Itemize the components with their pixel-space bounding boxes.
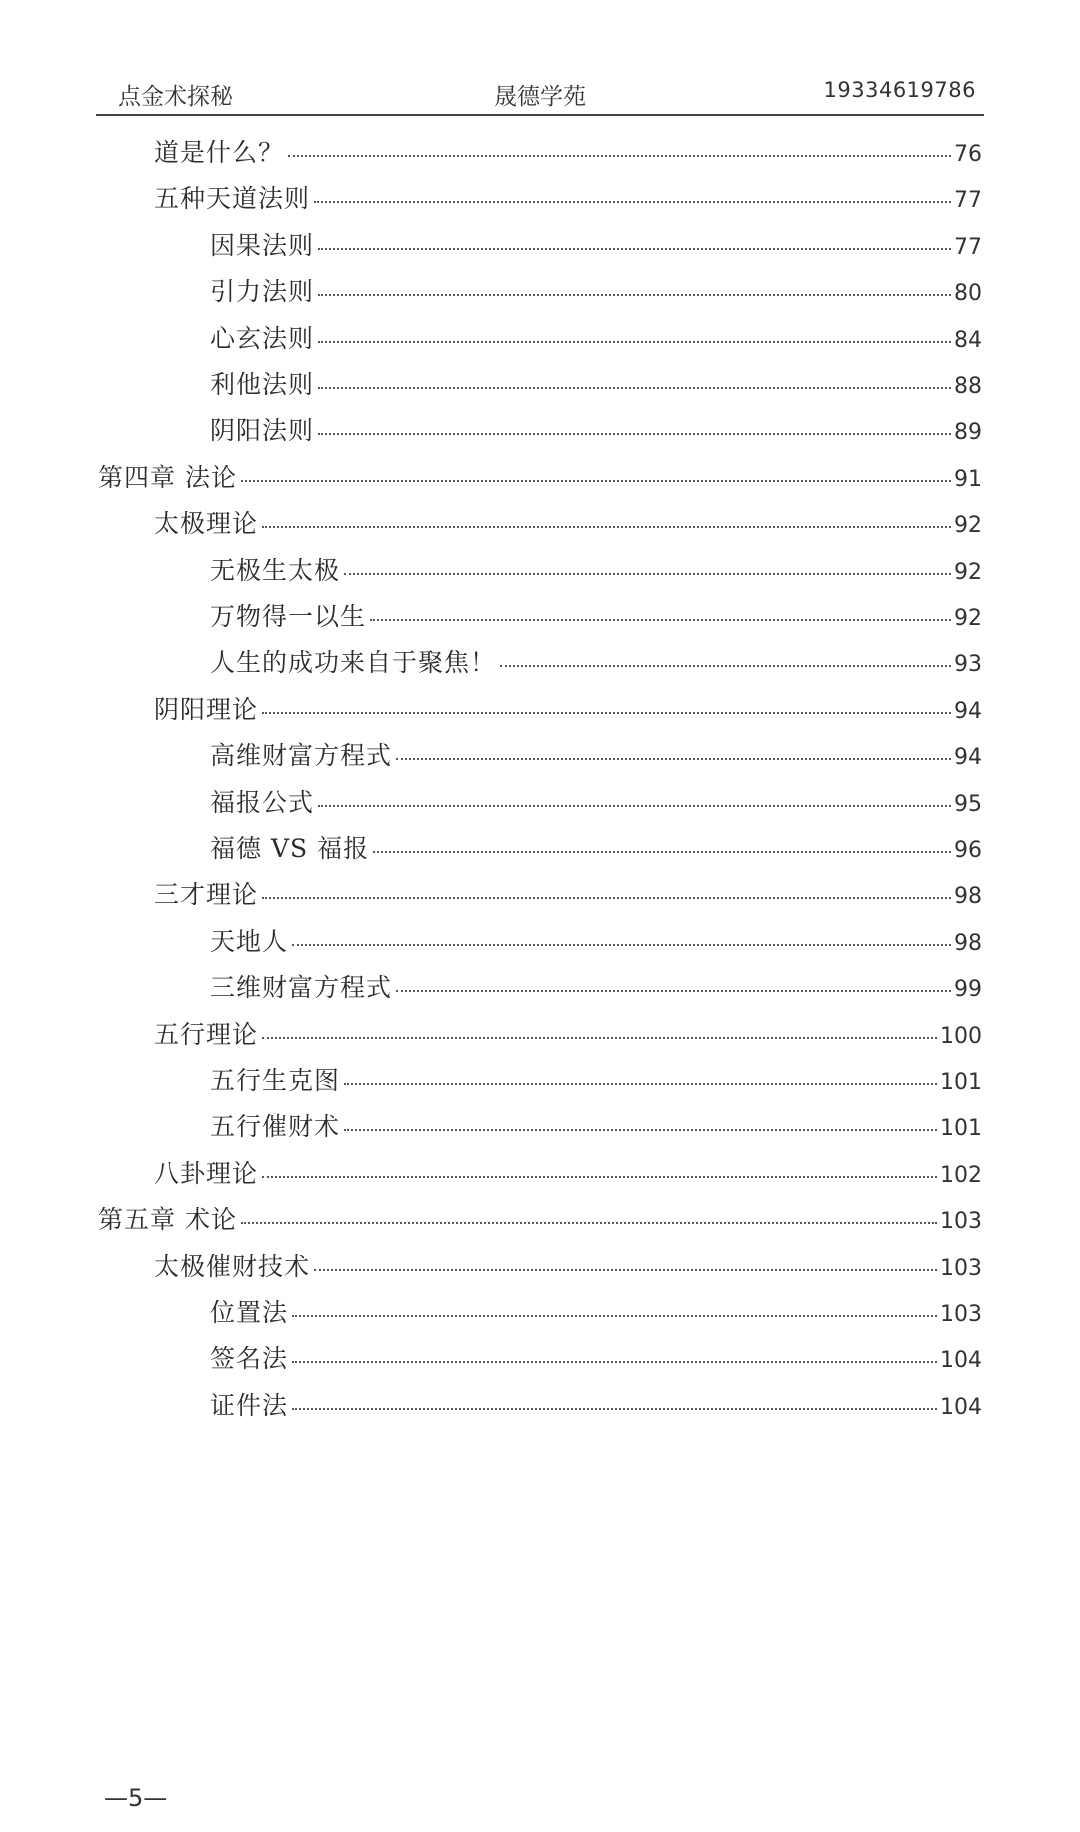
toc-entry-page-number: 104 <box>940 1348 982 1374</box>
toc-entry-title: 人生的成功来自于聚焦！ <box>210 648 497 678</box>
toc-entry-title: 天地人 <box>210 926 289 956</box>
toc-dot-leader <box>292 1361 937 1363</box>
toc-entry[interactable] <box>154 1015 982 1055</box>
toc-entry[interactable] <box>210 1293 982 1333</box>
toc-dot-leader <box>396 990 951 992</box>
toc-entry-title: 第四章 法论 <box>98 462 237 492</box>
toc-entry-title: 五行理论 <box>154 1019 259 1049</box>
toc-entry[interactable] <box>154 504 982 544</box>
toc-entry-title: 证件法 <box>210 1390 289 1420</box>
toc-entry-title: 位置法 <box>210 1298 289 1327</box>
toc-entry-page-number: 101 <box>940 1116 982 1142</box>
toc-entry[interactable] <box>210 319 982 359</box>
toc-entry-page-number: 96 <box>954 838 982 863</box>
toc-dot-leader <box>318 248 951 250</box>
toc-entry-page-number: 92 <box>954 559 982 585</box>
toc-entry-title: 太极催财技术 <box>154 1251 311 1281</box>
header-phone-number: 19334619786 <box>823 78 976 102</box>
toc-entry-title: 阴阳理论 <box>154 694 259 724</box>
toc-dot-leader <box>500 665 951 667</box>
toc-entry[interactable] <box>210 1107 982 1147</box>
toc-entry-page-number: 77 <box>954 188 982 214</box>
toc-dot-leader <box>262 1037 937 1039</box>
toc-entry-page-number: 92 <box>954 606 982 631</box>
page-number: —5— <box>104 1784 168 1812</box>
toc-entry-title: 太极理论 <box>154 509 259 539</box>
toc-entry[interactable] <box>154 179 982 219</box>
toc-entry-page-number: 93 <box>954 652 982 678</box>
toc-entry-page-number: 101 <box>940 1070 982 1095</box>
toc-entry-page-number: 104 <box>940 1394 982 1420</box>
toc-entry[interactable] <box>154 1154 982 1194</box>
toc-entry-page-number: 98 <box>954 884 982 910</box>
toc-entry-page-number: 89 <box>954 420 982 446</box>
toc-entry[interactable] <box>210 1339 982 1379</box>
toc-entry-title: 高维财富方程式 <box>210 741 393 771</box>
toc-entry-title: 三维财富方程式 <box>210 973 393 1003</box>
toc-dot-leader <box>373 851 951 853</box>
toc-dot-leader <box>314 1269 937 1271</box>
toc-entry[interactable] <box>210 736 982 776</box>
toc-dot-leader <box>292 944 951 946</box>
toc-entry[interactable] <box>210 226 982 266</box>
toc-entry[interactable] <box>210 551 982 591</box>
toc-dot-leader <box>318 341 951 343</box>
toc-entry[interactable] <box>210 922 982 962</box>
toc-entry-title: 三才理论 <box>154 880 259 910</box>
toc-entry[interactable] <box>210 597 982 637</box>
toc-dot-leader <box>318 294 951 296</box>
toc-dot-leader <box>262 712 951 714</box>
toc-entry[interactable] <box>210 1061 982 1101</box>
toc-dot-leader <box>262 1176 937 1178</box>
toc-dot-leader <box>344 1129 937 1131</box>
toc-entry-page-number: 76 <box>954 142 982 167</box>
toc-entry-page-number: 91 <box>954 466 982 492</box>
toc-entry[interactable] <box>210 365 982 405</box>
toc-entry-page-number: 103 <box>940 1209 982 1235</box>
toc-entry-page-number: 100 <box>940 1023 982 1049</box>
toc-dot-leader <box>262 526 951 528</box>
toc-dot-leader <box>292 1315 937 1317</box>
toc-entry[interactable] <box>210 411 982 451</box>
toc-entry-title: 五行催财术 <box>210 1112 341 1142</box>
toc-entry-page-number: 84 <box>954 327 982 353</box>
toc-entry-title: 阴阳法则 <box>210 416 315 446</box>
toc-entry-title: 福报公式 <box>210 787 315 817</box>
toc-entry-title: 五种天道法则 <box>154 184 311 214</box>
toc-entry-page-number: 98 <box>954 930 982 956</box>
header-divider <box>96 114 984 116</box>
toc-dot-leader <box>288 155 951 157</box>
toc-entry[interactable] <box>210 829 982 869</box>
toc-entry-page-number: 102 <box>940 1162 982 1188</box>
toc-entry-page-number: 88 <box>954 374 982 399</box>
toc-entry[interactable] <box>98 458 982 498</box>
toc-entry-page-number: 94 <box>954 698 982 724</box>
toc-entry-title: 利他法则 <box>210 370 315 399</box>
toc-entry-title: 因果法则 <box>210 230 315 260</box>
toc-entry[interactable] <box>210 272 982 312</box>
toc-entry[interactable] <box>154 133 982 173</box>
toc-dot-leader <box>318 433 951 435</box>
toc-dot-leader <box>318 387 951 389</box>
toc-entry-title: 第五章 术论 <box>98 1205 237 1235</box>
page-header <box>96 78 984 114</box>
toc-entry-title: 无极生太极 <box>210 555 341 585</box>
toc-entry-title: 道是什么？ <box>154 138 285 167</box>
toc-dot-leader <box>241 1222 937 1224</box>
toc-entry-title: 心玄法则 <box>210 323 315 353</box>
toc-dot-leader <box>318 805 951 807</box>
toc-entry[interactable] <box>210 968 982 1008</box>
toc-entry-page-number: 103 <box>940 1302 982 1327</box>
toc-entry-title: 签名法 <box>210 1344 289 1374</box>
toc-entry[interactable] <box>210 643 982 683</box>
toc-entry-page-number: 92 <box>954 513 982 539</box>
toc-dot-leader <box>344 573 951 575</box>
toc-entry-title: 引力法则 <box>210 277 315 307</box>
toc-dot-leader <box>262 897 951 899</box>
toc-dot-leader <box>241 480 951 482</box>
toc-dot-leader <box>396 758 951 760</box>
toc-dot-leader <box>314 201 951 203</box>
header-publisher: 晟德学苑 <box>494 84 586 110</box>
toc-entry[interactable] <box>210 783 982 823</box>
toc-entry-page-number: 103 <box>940 1255 982 1281</box>
toc-entry-title: 八卦理论 <box>154 1158 259 1188</box>
toc-entry[interactable] <box>154 1247 982 1287</box>
toc-dot-leader <box>344 1083 937 1085</box>
toc-entry-page-number: 77 <box>954 234 982 260</box>
toc-dot-leader <box>370 619 951 621</box>
toc-entry-page-number: 95 <box>954 791 982 817</box>
toc-entry-title: 福德 VS 福报 <box>210 834 370 863</box>
toc-entry-page-number: 99 <box>954 977 982 1003</box>
toc-entry-page-number: 80 <box>954 281 982 307</box>
toc-entry-title: 万物得一以生 <box>210 602 367 631</box>
toc-entry[interactable] <box>154 690 982 730</box>
toc-dot-leader <box>292 1408 937 1410</box>
toc-entry[interactable] <box>154 875 982 915</box>
toc-entry[interactable] <box>98 1200 982 1240</box>
toc-entry[interactable] <box>210 1386 982 1426</box>
toc-entry-title: 五行生克图 <box>210 1066 341 1095</box>
header-book-title: 点金术探秘 <box>118 84 233 110</box>
toc-entry-page-number: 94 <box>954 745 982 771</box>
